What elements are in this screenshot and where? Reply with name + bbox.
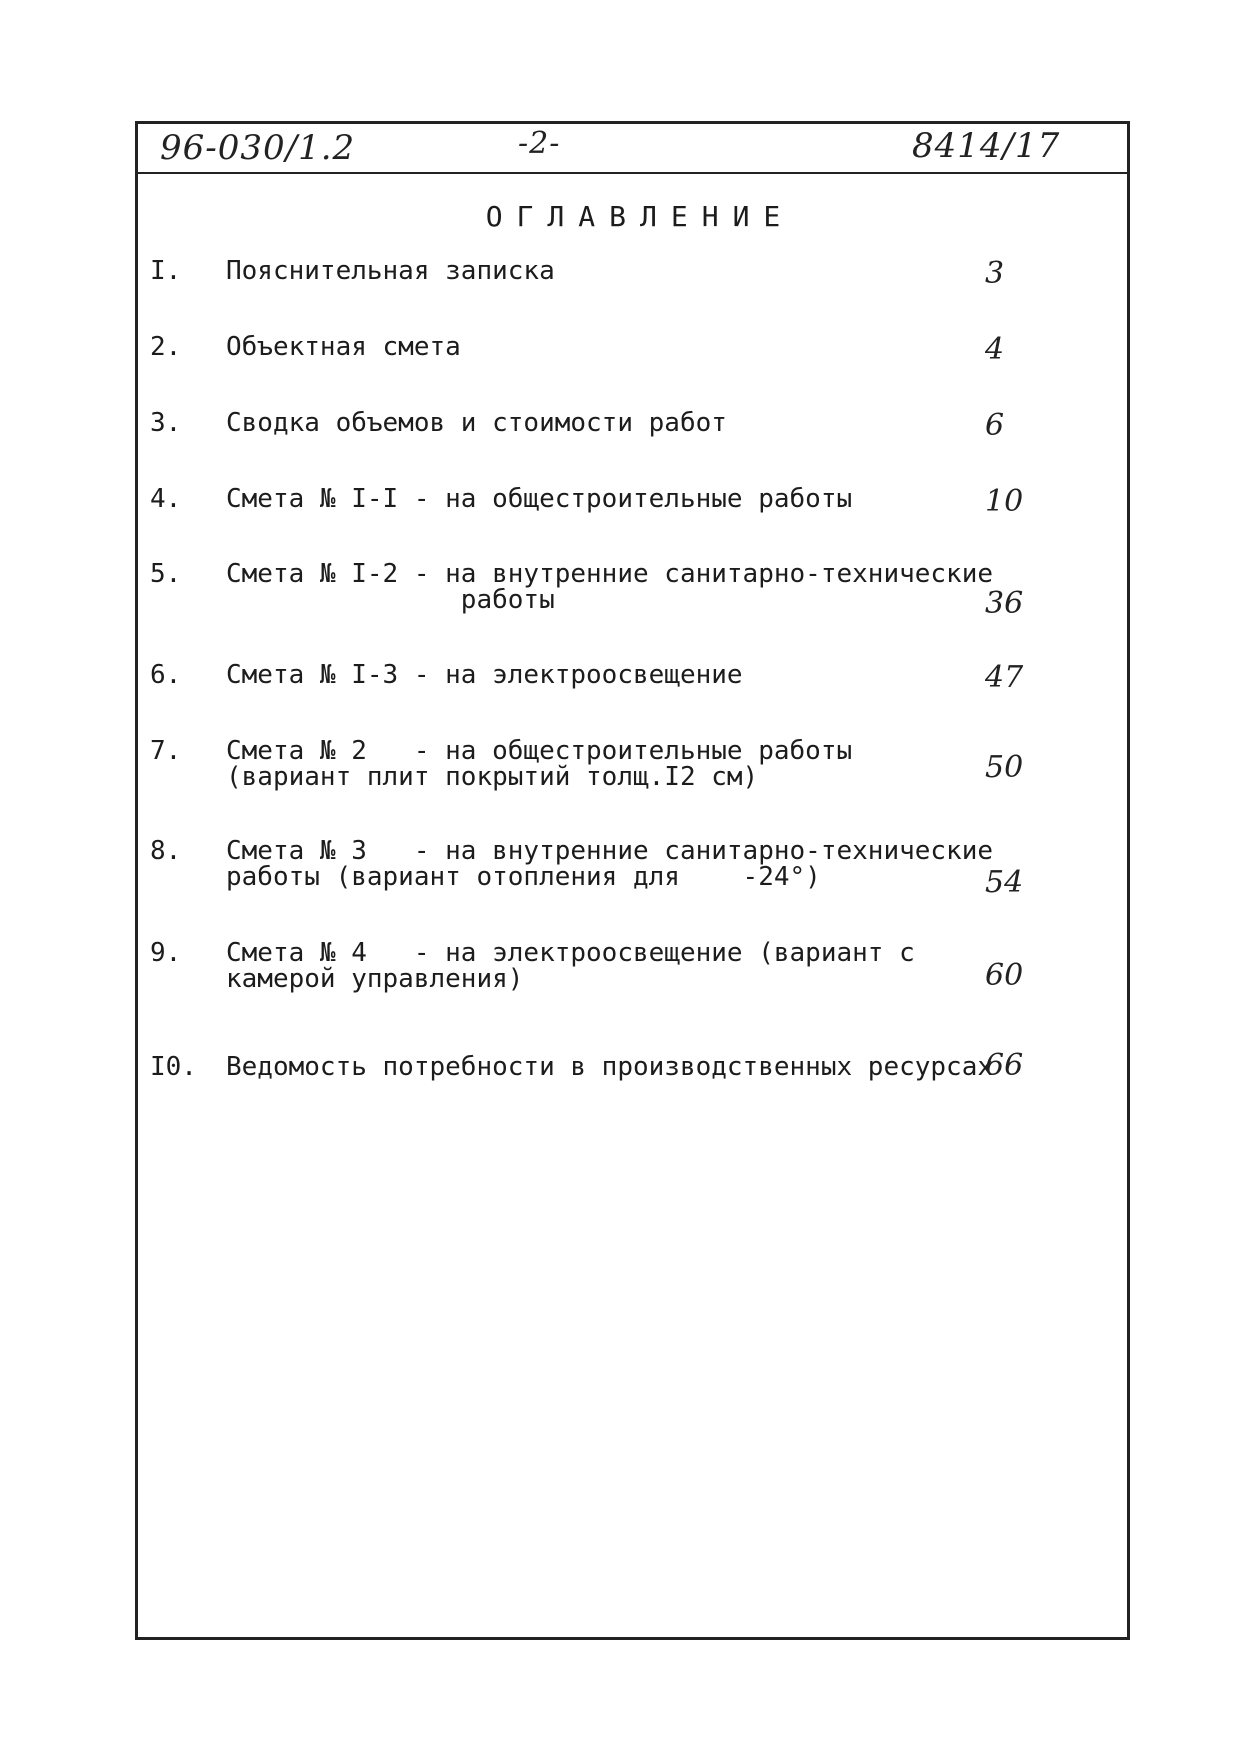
header-divider <box>135 172 1130 174</box>
entry-number: I. <box>150 256 182 286</box>
right-code: 8414/17 <box>912 126 1061 166</box>
entry-page: 10 <box>985 484 1024 519</box>
entry-page: 66 <box>985 1048 1024 1083</box>
entry-page: 50 <box>985 750 1024 785</box>
entry-number: 7. <box>150 736 182 766</box>
entry-text-line: Смета № I-3 - на электроосвещение <box>226 660 743 690</box>
entry-page: 36 <box>985 586 1024 621</box>
entry-page: 54 <box>985 865 1024 900</box>
entry-text-line: камерой управления) <box>226 964 524 994</box>
entry-number: 3. <box>150 408 182 438</box>
entry-text-line: Смета № 4 - на электроосвещение (вариант с <box>226 938 915 968</box>
entry-text-line: Смета № 2 - на общестроительные работы <box>226 736 853 766</box>
entry-page: 47 <box>985 660 1024 695</box>
entry-page: 3 <box>985 256 1005 291</box>
entry-text-line: Смета № 3 - на внутренние санитарно-технические <box>226 836 994 866</box>
entry-number: 4. <box>150 484 182 514</box>
entry-text-line: (вариант плит покрытий толщ.I2 см) <box>226 762 759 792</box>
entry-number: 8. <box>150 836 182 866</box>
entry-number: 5. <box>150 559 182 589</box>
entry-page: 4 <box>985 332 1005 367</box>
entry-text-line: работы <box>226 585 555 615</box>
entry-number: 9. <box>150 938 182 968</box>
toc-title: ОГЛАВЛЕНИЕ <box>485 200 795 233</box>
entry-page: 60 <box>985 958 1024 993</box>
entry-text-line: Ведомость потребности в производственных ресурсах <box>226 1052 994 1082</box>
entry-number: I0. <box>150 1052 197 1082</box>
entry-text-line: Пояснительная записка <box>226 256 555 286</box>
entry-page: 6 <box>985 408 1005 443</box>
entry-text-line: Смета № I-2 - на внутренние санитарно-технические <box>226 559 994 589</box>
entry-text-line: Сводка объемов и стоимости работ <box>226 408 727 438</box>
page-marker: -2- <box>518 126 561 161</box>
entry-number: 6. <box>150 660 182 690</box>
entry-text-line: работы (вариант отопления для -24°) <box>226 862 821 892</box>
entry-number: 2. <box>150 332 182 362</box>
entry-text-line: Смета № I-I - на общестроительные работы <box>226 484 853 514</box>
entry-text-line: Объектная смета <box>226 332 461 362</box>
left-code: 96-030/1.2 <box>160 128 356 168</box>
